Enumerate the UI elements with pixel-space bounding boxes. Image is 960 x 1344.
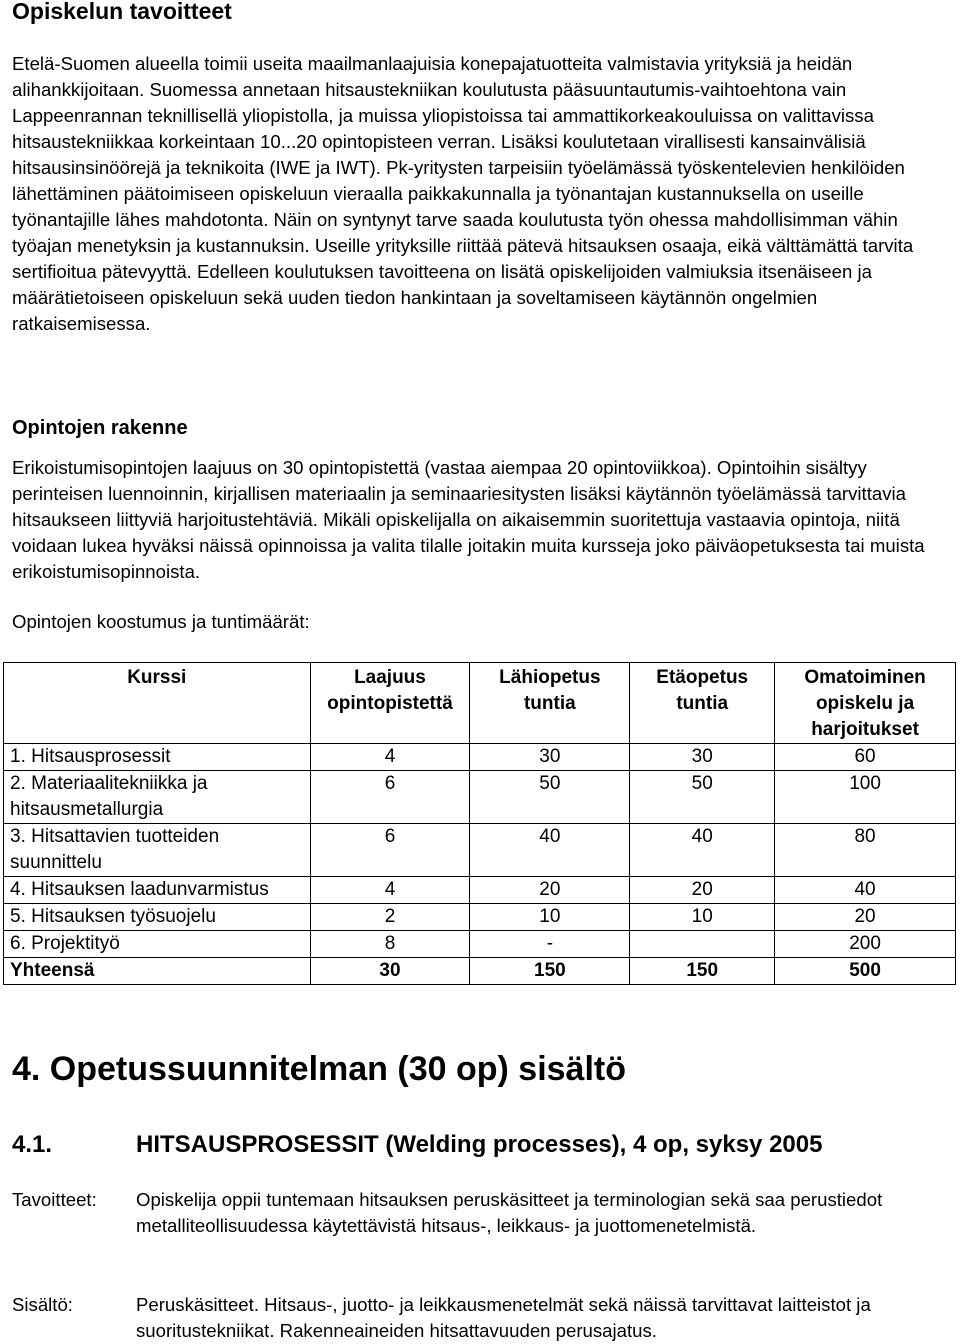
section-title-curriculum: 4. Opetussuunnitelman (30 op) sisältö bbox=[12, 1050, 626, 1088]
goals-label: Tavoitteet: bbox=[12, 1189, 97, 1210]
course-number: 4.1. bbox=[12, 1131, 53, 1158]
table-row bbox=[4, 904, 956, 931]
table-row bbox=[4, 744, 956, 771]
distance-hours-cell: 40 bbox=[630, 824, 775, 877]
course-heading bbox=[12, 1131, 952, 1159]
total-distance-hours: 150 bbox=[630, 958, 775, 985]
contact-hours-cell: - bbox=[470, 931, 630, 958]
self-study-hours-cell: 20 bbox=[775, 904, 956, 931]
distance-hours-cell: 50 bbox=[630, 771, 775, 824]
credits-cell: 4 bbox=[310, 877, 470, 904]
header-distance-teaching: Etäopetus tuntia bbox=[630, 663, 775, 744]
contact-hours-cell: 20 bbox=[470, 877, 630, 904]
self-study-hours-cell: 80 bbox=[775, 824, 956, 877]
content-text: Peruskäsitteet. Hitsaus-, juotto- ja leikkausmenetelmät sekä näissä tarvittavat laitteistot ja suoritustekniikat. Rakenneaineiden hitsattavuuden perusajatus. bbox=[136, 1294, 871, 1341]
goals-paragraph: Etelä-Suomen alueella toimii useita maailmanlaajuisia konepajatuotteita valmistavia yrityksiä ja heidän alihankkijoitaan. Suomessa annetaan hitsaustekniikan koulutusta pääsuuntautumis-vaihtoehtona vain Lappeenrannan teknillisellä yliopistolla, ja muissa yliopistoissa tai ammattikorkeakouluissa on valittavissa hitsaustekniikkaa korkeintaan 10...20 opintopisteen verran. Lisäksi koulutetaan virallisesti kansainvälisiä hitsausinsinöörejä ja teknikoita (IWE ja IWT). Pk-yritysten tarpeisiin työelämässä työskentelevien henkilöiden lähettäminen päätoimiseen opiskeluun vieraalla paikkakunnalla ja työnantajan kustannuksella on useille työnantajille lähes mahdotonta. Näin on syntynyt tarve saada koulutusta työn ohessa mahdollisimman vähin työajan menetyksin ja kustannuksin. Useille yrityksille riittää pätevä hitsauksen osaaja, eikä välttämättä tarvita sertifioitua pätevyyttä. Edelleen koulutuksen tavoitteena on lisätä opiskelijoiden valmiuksia itsenäiseen ja määrätietoiseen opiskeluun sekä uuden tiedon hankintaan ja soveltamiseen käytännön ongelmien ratkaisemisessa. bbox=[12, 53, 914, 334]
structure-paragraph: Erikoistumisopintojen laajuus on 30 opintopistettä (vastaa aiempaa 20 opintoviikkoa). Opintoihin sisältyy perinteisen luennoinnin, kirjallisen materiaalin ja seminaariesitysten lisäksi käytännön työelämässä tarvittavia hitsaukseen liittyviä harjoitustehtäviä. Mikäli opiskelijalla on aikaisemmin suoritettuja vastaavia opintoja, niitä voidaan lukea hyväksi näissä opinnoissa ja valita tilalle joitakin muita kursseja joko päiväopetuksesta tai muista erikoistumisopinnoista. bbox=[12, 457, 925, 582]
credits-cell: 8 bbox=[310, 931, 470, 958]
table-header-row bbox=[4, 663, 956, 744]
content-label: Sisältö: bbox=[12, 1294, 73, 1315]
header-contact-teaching: Lähiopetus tuntia bbox=[470, 663, 630, 744]
distance-hours-cell: 30 bbox=[630, 744, 775, 771]
total-label: Yhteensä bbox=[4, 958, 311, 985]
credits-cell: 4 bbox=[310, 744, 470, 771]
table-total-row bbox=[4, 958, 956, 985]
header-self-study: Omatoiminen opiskelu ja harjoitukset bbox=[775, 663, 956, 744]
contact-hours-cell: 30 bbox=[470, 744, 630, 771]
section-title-structure: Opintojen rakenne bbox=[12, 417, 188, 439]
distance-hours-cell bbox=[630, 931, 775, 958]
table-row bbox=[4, 877, 956, 904]
course-name: 1. Hitsausprosessit bbox=[4, 744, 311, 771]
course-name: 4. Hitsauksen laadunvarmistus bbox=[4, 877, 311, 904]
table-caption: Opintojen koostumus ja tuntimäärät: bbox=[12, 611, 310, 632]
contact-hours-cell: 50 bbox=[470, 771, 630, 824]
section-title-goals: Opiskelun tavoitteet bbox=[12, 0, 232, 24]
self-study-hours-cell: 200 bbox=[775, 931, 956, 958]
contact-hours-cell: 10 bbox=[470, 904, 630, 931]
study-hours-table bbox=[3, 662, 956, 985]
credits-cell: 6 bbox=[310, 824, 470, 877]
distance-hours-cell: 10 bbox=[630, 904, 775, 931]
total-contact-hours: 150 bbox=[470, 958, 630, 985]
table-row bbox=[4, 771, 956, 824]
contact-hours-cell: 40 bbox=[470, 824, 630, 877]
self-study-hours-cell: 60 bbox=[775, 744, 956, 771]
table-row bbox=[4, 931, 956, 958]
self-study-hours-cell: 40 bbox=[775, 877, 956, 904]
header-course: Kurssi bbox=[4, 663, 311, 744]
header-credits: Laajuus opintopistettä bbox=[310, 663, 470, 744]
course-name: 6. Projektityö bbox=[4, 931, 311, 958]
total-credits: 30 bbox=[310, 958, 470, 985]
credits-cell: 6 bbox=[310, 771, 470, 824]
total-self-study-hours: 500 bbox=[775, 958, 956, 985]
goals-text: Opiskelija oppii tuntemaan hitsauksen peruskäsitteet ja terminologian sekä saa perustiedot metalliteollisuudessa käytettävistä hitsaus-, leikkaus- ja juottomenetelmistä. bbox=[136, 1189, 883, 1236]
course-name: 3. Hitsattavien tuotteiden suunnittelu bbox=[4, 824, 311, 877]
course-name: 2. Materiaalitekniikka ja hitsausmetallurgia bbox=[4, 771, 311, 824]
course-name: 5. Hitsauksen työsuojelu bbox=[4, 904, 311, 931]
table-row bbox=[4, 824, 956, 877]
course-title: HITSAUSPROSESSIT (Welding processes), 4 op, syksy 2005 bbox=[136, 1131, 823, 1158]
self-study-hours-cell: 100 bbox=[775, 771, 956, 824]
distance-hours-cell: 20 bbox=[630, 877, 775, 904]
credits-cell: 2 bbox=[310, 904, 470, 931]
